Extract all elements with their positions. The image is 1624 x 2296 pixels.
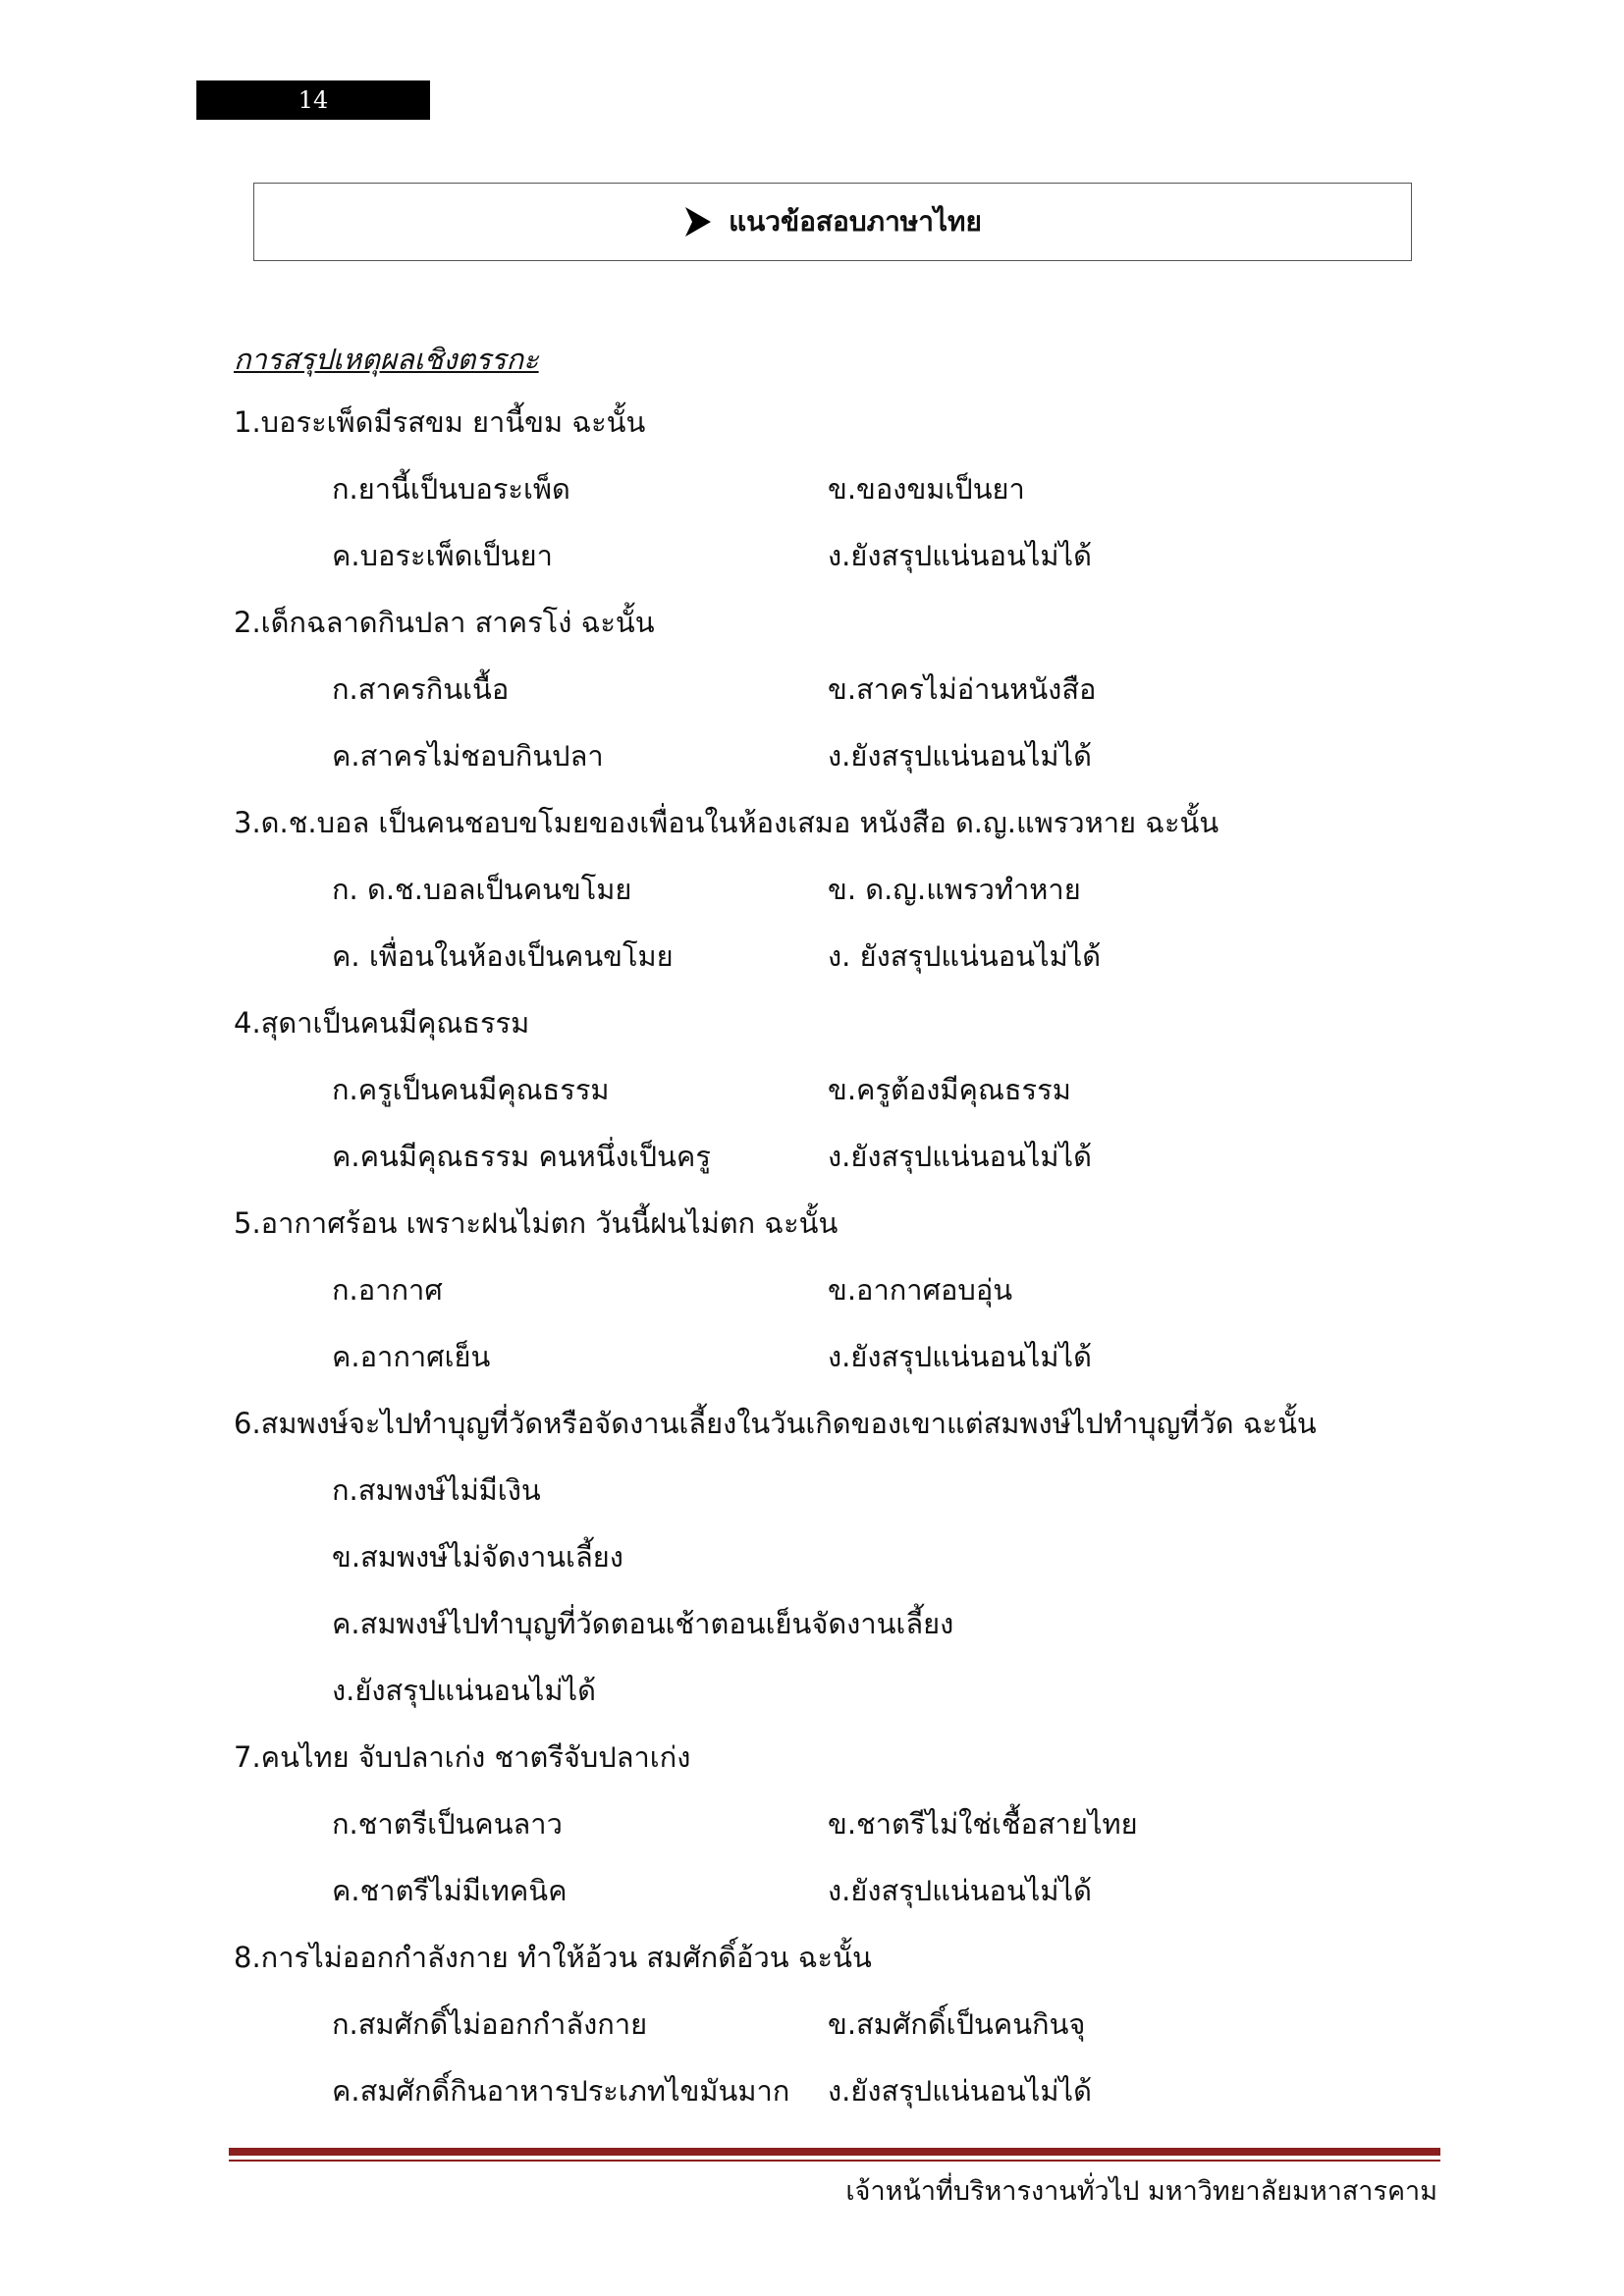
option-c: ค.สมพงษ์ไปทำบุญที่วัดตอนเช้าตอนเย็นจัดงานเลี้ยง (332, 1607, 954, 1640)
option-a: ก.ครูเป็นคนมีคุณธรรม (332, 1073, 610, 1106)
option-a: ก.ชาตรีเป็นคนลาว (332, 1807, 563, 1841)
option-b: ข.ของขมเป็นยา (828, 472, 1025, 506)
option-d: ง. ยังสรุปแน่นอนไม่ได้ (828, 939, 1102, 973)
page-title: แนวข้อสอบภาษาไทย (729, 205, 982, 238)
options-row (234, 1991, 1412, 2057)
options-row (234, 923, 1412, 989)
title-box (253, 183, 1412, 261)
option-d: ง.ยังสรุปแน่นอนไม่ได้ (828, 539, 1092, 572)
option-a: ก.สมศักดิ์ไม่ออกกำลังกาย (332, 2007, 648, 2041)
option-b: ข. ด.ญ.แพรวทำหาย (828, 873, 1081, 906)
option-a: ก.สาครกินเนื้อ (332, 672, 510, 706)
options-row (234, 522, 1412, 589)
footer-rule-thick (229, 2148, 1440, 2156)
question-6: 6.สมพงษ์จะไปทำบุญที่วัดหรือจัดงานเลี้ยงในวันเกิดของเขาแต่สมพงษ์ไปทำบุญที่วัด ฉะนั้น (234, 1407, 1317, 1440)
content (234, 330, 1412, 2124)
question-8: 8.การไม่ออกกำลังกาย ทำให้อ้วน สมศักดิ์อ้วน ฉะนั้น (234, 1941, 872, 1974)
options-row (234, 455, 1412, 522)
options-row (234, 1056, 1412, 1123)
option-d: ง.ยังสรุปแน่นอนไม่ได้ (828, 1874, 1092, 1907)
option-c: ค.ชาตรีไม่มีเทคนิค (332, 1874, 568, 1907)
question-2: 2.เด็กฉลาดกินปลา สาครโง่ ฉะนั้น (234, 606, 655, 639)
option-c: ค.อากาศเย็น (332, 1340, 491, 1373)
option-c: ค.สาครไม่ชอบกินปลา (332, 739, 604, 773)
options-row (234, 1790, 1412, 1857)
option-a: ก.ยานี้เป็นบอระเพ็ด (332, 472, 570, 506)
option-b: ข.ครูต้องมีคุณธรรม (828, 1073, 1071, 1106)
option-a: ก.อากาศ (332, 1273, 443, 1307)
option-d: ง.ยังสรุปแน่นอนไม่ได้ (332, 1674, 596, 1707)
options-row (234, 1857, 1412, 1924)
option-c: ค.บอระเพ็ดเป็นยา (332, 539, 553, 572)
option-d: ง.ยังสรุปแน่นอนไม่ได้ (828, 1140, 1092, 1173)
options-row (234, 1323, 1412, 1390)
option-d: ง.ยังสรุปแน่นอนไม่ได้ (828, 2074, 1092, 2108)
option-d: ง.ยังสรุปแน่นอนไม่ได้ (828, 739, 1092, 773)
options-row (234, 1123, 1412, 1190)
question-7: 7.คนไทย จับปลาเก่ง ชาตรีจับปลาเก่ง (234, 1740, 691, 1774)
question-1: 1.บอระเพ็ดมีรสขม ยานี้ขม ฉะนั้น (234, 405, 646, 439)
option-b: ข.สมพงษ์ไม่จัดงานเลี้ยง (332, 1540, 623, 1574)
options-row (234, 1457, 1412, 1523)
option-c: ค.สมศักดิ์กินอาหารประเภทไขมันมาก (332, 2074, 790, 2108)
options-row (234, 656, 1412, 722)
option-a: ก. ด.ช.บอลเป็นคนขโมย (332, 873, 632, 906)
footer-rule-thin (229, 2160, 1440, 2162)
option-d: ง.ยังสรุปแน่นอนไม่ได้ (828, 1340, 1092, 1373)
question-4: 4.สุดาเป็นคนมีคุณธรรม (234, 1006, 530, 1040)
footer-text: เจ้าหน้าที่บริหารงานทั่วไป มหาวิทยาลัยมหาสารคาม (845, 2176, 1437, 2207)
option-a: ก.สมพงษ์ไม่มีเงิน (332, 1473, 541, 1507)
option-b: ข.สาครไม่อ่านหนังสือ (828, 672, 1097, 706)
options-row (234, 1523, 1412, 1590)
options-row (234, 1657, 1412, 1724)
options-row (234, 1590, 1412, 1657)
section-title: การสรุปเหตุผลเชิงตรรกะ (234, 343, 539, 376)
options-row (234, 2057, 1412, 2124)
option-b: ข.ชาตรีไม่ใช่เชื้อสายไทย (828, 1807, 1138, 1841)
arrow-bullet-icon (683, 205, 713, 239)
options-row (234, 722, 1412, 789)
option-c: ค. เพื่อนในห้องเป็นคนขโมย (332, 939, 674, 973)
options-row (234, 1256, 1412, 1323)
page-number: 14 (196, 80, 430, 120)
option-c: ค.คนมีคุณธรรม คนหนึ่งเป็นครู (332, 1140, 711, 1173)
option-b: ข.อากาศอบอุ่น (828, 1273, 1013, 1307)
option-b: ข.สมศักดิ์เป็นคนกินจุ (828, 2007, 1086, 2041)
question-3: 3.ด.ช.บอล เป็นคนชอบขโมยของเพื่อนในห้องเสมอ หนังสือ ด.ญ.แพรวหาย ฉะนั้น (234, 806, 1219, 839)
options-row (234, 856, 1412, 923)
question-5: 5.อากาศร้อน เพราะฝนไม่ตก วันนี้ฝนไม่ตก ฉะนั้น (234, 1206, 839, 1240)
